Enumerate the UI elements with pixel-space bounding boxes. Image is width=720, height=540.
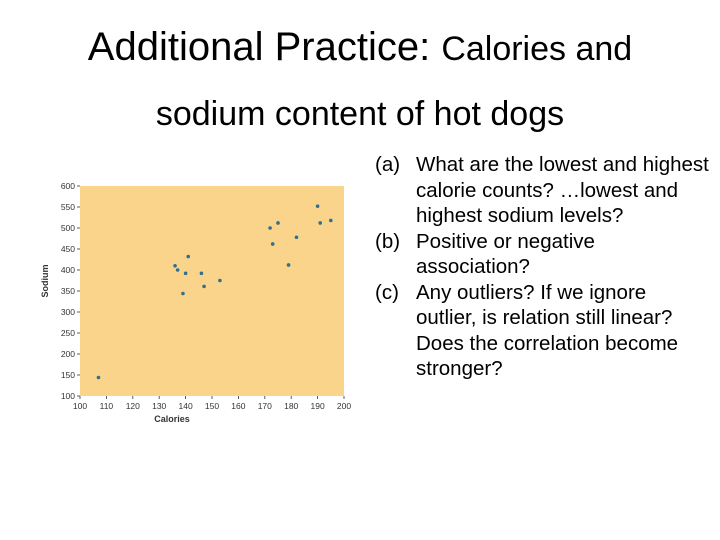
- x-tick-label: 110: [99, 401, 114, 411]
- data-point: [181, 292, 185, 296]
- x-tick-label: 120: [125, 401, 140, 411]
- data-point: [97, 376, 101, 380]
- title-line-2: sodium content of hot dogs: [155, 95, 565, 133]
- title-line-1: [0, 18, 720, 85]
- y-tick-label: 500: [60, 223, 75, 233]
- chart-svg: [36, 176, 356, 434]
- question-label: (b): [375, 229, 401, 253]
- plot-area: [80, 186, 344, 396]
- x-tick-label: 150: [204, 401, 220, 411]
- title-part-1: Additional Practice:: [87, 25, 442, 69]
- data-point: [329, 219, 333, 223]
- y-tick-label: 600: [60, 181, 75, 191]
- x-tick-label: 170: [257, 401, 272, 411]
- data-point: [295, 235, 299, 239]
- x-tick-label: 160: [231, 401, 246, 411]
- x-tick-label: 180: [284, 401, 299, 411]
- question-list: [375, 152, 710, 382]
- y-tick-label: 150: [60, 370, 75, 380]
- x-tick-label: 200: [336, 401, 352, 411]
- data-point: [184, 272, 188, 276]
- y-tick-label: 550: [60, 202, 75, 212]
- question-text: What are the lowest and highest calorie counts? …lowest and highest sodium levels?: [416, 153, 709, 227]
- y-tick-label: 200: [60, 349, 75, 359]
- x-tick-label: 130: [152, 401, 167, 411]
- x-tick-label: 140: [178, 401, 193, 411]
- data-point: [318, 221, 322, 225]
- y-tick-label: 250: [60, 328, 75, 338]
- title-part-2: Calories and: [441, 30, 633, 68]
- slide-title: [0, 18, 720, 143]
- question-text: Any outliers? If we ignore outlier, is relation still linear? Does the correlation become stronger?: [416, 280, 679, 380]
- data-point: [218, 279, 222, 283]
- data-point: [202, 285, 206, 289]
- data-point: [316, 204, 320, 208]
- question-b: [375, 229, 710, 280]
- data-point: [287, 263, 291, 267]
- data-point: [268, 226, 272, 230]
- y-tick-label: 100: [60, 391, 75, 401]
- question-a: [375, 152, 710, 229]
- x-tick-label: 190: [310, 401, 325, 411]
- question-c: [375, 280, 710, 382]
- data-point: [186, 255, 190, 259]
- data-point: [276, 221, 280, 225]
- data-point: [200, 272, 204, 276]
- y-axis-label: Sodium: [40, 264, 50, 298]
- question-text: Positive or negative association?: [416, 229, 595, 278]
- data-point: [271, 242, 275, 246]
- data-point: [176, 268, 180, 272]
- x-axis-label: Calories: [154, 414, 190, 424]
- y-tick-label: 300: [60, 307, 75, 317]
- data-point: [173, 264, 177, 268]
- question-label: (c): [375, 280, 399, 304]
- scatter-chart: [36, 176, 356, 439]
- y-tick-label: 450: [60, 244, 75, 254]
- x-tick-label: 100: [72, 401, 88, 411]
- y-tick-label: 350: [60, 286, 75, 296]
- y-tick-label: 400: [60, 265, 75, 275]
- question-label: (a): [375, 153, 401, 176]
